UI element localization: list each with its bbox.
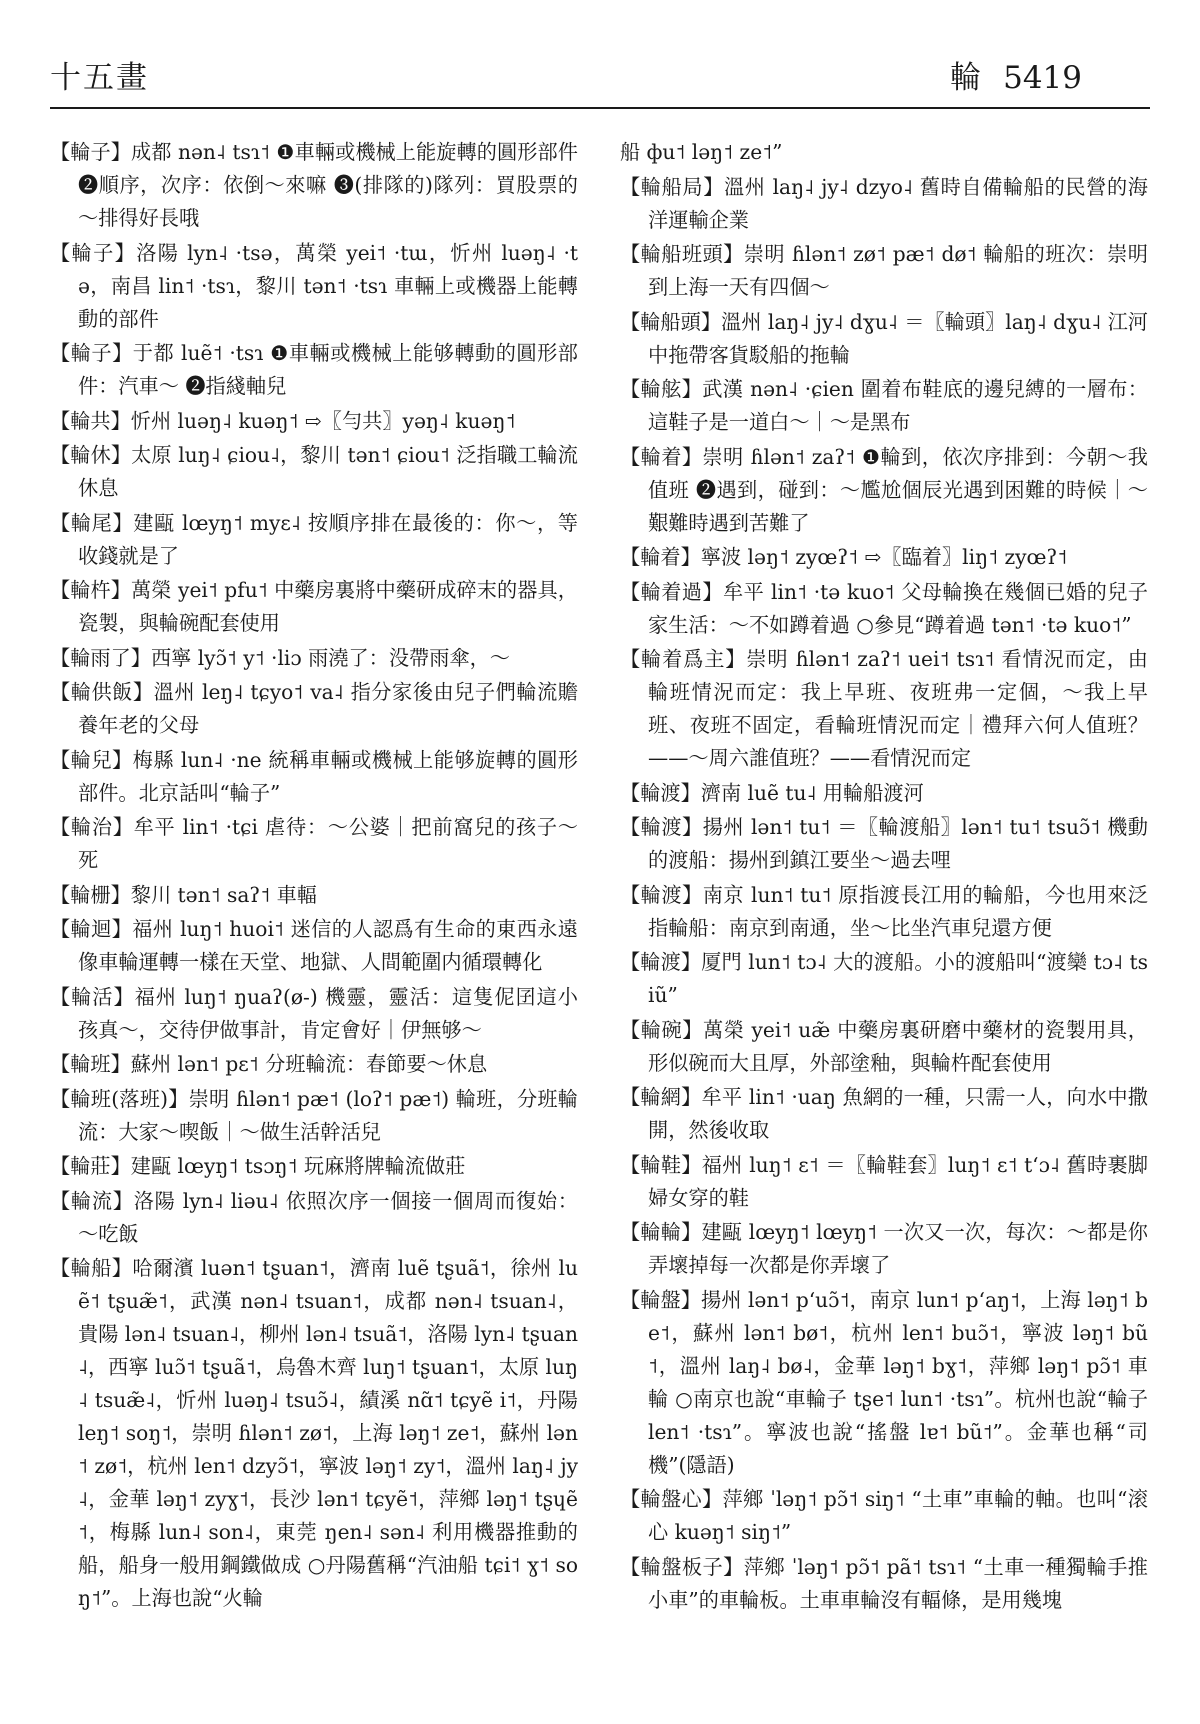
- dictionary-entry: 【輪流】洛陽 lyn˨ liəu˨ 依照次序一個接一個周而復始：～吃飯: [50, 1188, 578, 1246]
- dictionary-entry: 【輪供飯】溫州 leŋ˨ tɕyo˦ va˨ 指分家後由兒子們輪流贍養年老的父母: [50, 680, 578, 737]
- right-column: [620, 136, 1148, 1696]
- dictionary-entry: 【輪着】崇明 ɦlən˦ zaʔ˦ ❶輪到，依次序排到：今朝～我值班 ❷遇到，碰到：～尷尬個辰光遇到困難的時候｜～艱難時遇到苦難了: [620, 444, 1148, 535]
- dictionary-entry: 【輪班(落班)】崇明 ɦlən˦ pæ˦ (loʔ˦ pæ˦) 輪班，分班輪流：大家～喫飯｜～做生活幹活兒: [50, 1086, 578, 1144]
- dictionary-entry: 【輪休】太原 luŋ˨ ɕiou˨，黎川 tən˦ ɕiou˦ 泛指職工輪流休息: [50, 443, 578, 500]
- left-column: [50, 136, 578, 1696]
- dictionary-entry: 【輪舷】武漢 nən˨ ·ɕien 圍着布鞋底的邊兒縛的一層布：這鞋子是一道白～｜～是黑布: [620, 377, 1148, 434]
- dictionary-entry: 【輪船局】溫州 laŋ˨ jy˨ dzyo˨ 舊時自備輪船的民營的海洋運輸企業: [620, 174, 1148, 232]
- dictionary-entry: 【輪莊】建甌 lœyŋ˦ tsɔŋ˦ 玩麻將牌輪流做莊: [50, 1154, 466, 1178]
- dictionary-entry: 【輪子】于都 luẽ˦ ·tsɿ ❶車輛或機械上能够轉動的圓形部件：汽車～ ❷指綫軸兒: [50, 341, 578, 398]
- dictionary-entry: 【輪共】忻州 luəŋ˨ kuəŋ˦ ⇨〖勻共〗yəŋ˨ kuəŋ˦: [50, 408, 516, 433]
- section-title: 十五畫: [50, 60, 149, 96]
- dictionary-entry: 【輪栅】黎川 tən˦ saʔ˦ 車輻: [50, 882, 317, 907]
- dictionary-entry: 【輪鞋】福州 luŋ˦ ɛ˦ ＝〖輪鞋套〗luŋ˦ ɛ˦ tʻɔ˨ 舊時裹脚婦女穿的鞋: [620, 1152, 1148, 1210]
- page-number: 5419: [1003, 60, 1082, 96]
- dictionary-entry: 【輪渡】揚州 lən˦ tu˦ ＝〖輪渡船〗lən˦ tu˦ tsuɔ̃˦ 機動的渡船：揚州到鎮江要坐～過去哩: [620, 815, 1148, 872]
- dictionary-entry: 【輪迴】福州 luŋ˦ huoi˦ 迷信的人認爲有生命的東西永遠像車輪運轉一樣在天堂、地獄、人間範圍内循環轉化: [50, 917, 578, 974]
- dictionary-entry: 【輪船頭】溫州 laŋ˨ jy˨ dɣu˨ ＝〖輪頭〗laŋ˨ dɣu˨ 江河中拖帶客貨駁船的拖輪: [620, 309, 1148, 367]
- dictionary-entry: 【輪盤】揚州 lən˦ pʻuɔ̃˦，南京 lun˦ pʻaŋ˦，上海 ləŋ˦ be˦，蘇州 lən˦ bø˦，杭州 len˦ buɔ̃˦，寧波 ləŋ˦ bũ˦，溫州 laŋ˨ bø˨，金華 ləŋ˦ bɣ˦，萍鄉 ləŋ˦ pɔ̃˦ 車輪 ○南京也說“車輪子 tʂe˦ lun˦ ·tsɿ”。杭州也說“輪子 len˦ ·tsɿ”。寧波也說“搖盤 lɐ˦ bũ˦”。金華也稱“司機”(隱語): [620, 1287, 1148, 1477]
- running-head: [950, 52, 1082, 97]
- dictionary-entry: 【輪着爲主】崇明 ɦlən˦ zaʔ˦ uei˦ tsɿ˦ 看情況而定，由輪班情況而定：我上早班、夜班弗一定個，～我上早班、夜班不固定，看輪班情況而定｜禮拜六何人值班？——～周六誰值班？——看情況而定: [620, 647, 1148, 770]
- dictionary-entry: 【輪船】哈爾濱 luən˦ tʂuan˦，濟南 luẽ tʂuã˦，徐州 luẽ˦ tʂuæ̃˦，武漢 nən˨ tsuan˦，成都 nən˨ tsuan˨，貴陽 lən˨ tsuan˨，柳州 lən˨ tsuã˦，洛陽 lyn˨ tʂuan˨，西寧 luɔ̃˦ tʂuã˦，烏魯木齊 luŋ˦ tʂuan˦，太原 luŋ˨ tsuæ̃˨，忻州 luəŋ˨ tsuɔ̃˨，績溪 nɑ̃˦ tɕyẽ i˦，丹陽 leŋ˦ soŋ˦，崇明 ɦlən˦ zø˦，上海 ləŋ˦ ze˦，蘇州 lən˦ zø˦，杭州 len˦ dzyɔ̃˦，寧波 ləŋ˦ zy˦，溫州 laŋ˨ jy˨，金華 ləŋ˦ zyɣ˦，長沙 lən˦ tɕyẽ˦，萍鄉 ləŋ˦ tʂɥẽ˦，梅縣 lun˨ son˨，東莞 ŋen˨ sən˨ 利用機器推動的船，船身一般用鋼鐵做成 ○丹陽舊稱“汽油船 tɕi˦ ɣ˦ soŋ˦”。上海也說“火輪: [50, 1256, 578, 1610]
- dictionary-entry: 【輪船班頭】崇明 ɦlən˦ zø˦ pæ˦ dø˦ 輪船的班次：崇明到上海一天有四個～: [620, 242, 1148, 299]
- dictionary-entry: 船 фu˦ ləŋ˦ ze˦”: [620, 140, 783, 164]
- header-rule: [50, 107, 1150, 109]
- dictionary-entry: 【輪渡】厦門 lun˦ tɔ˨ 大的渡船。小的渡船叫“渡欒 tɔ˨ tsiũ”: [620, 950, 1148, 1007]
- dictionary-entry: 【輪着】寧波 ləŋ˦ zyœʔ˦ ⇨〖臨着〗liŋ˦ zyœʔ˦: [620, 545, 1068, 569]
- dictionary-entry: 【輪尾】建甌 lœyŋ˦ myɛ˨ 按順序排在最後的：你～，等收錢就是了: [50, 510, 578, 568]
- dictionary-entry: 【輪着過】牟平 lin˦ ·tə kuo˦ 父母輪換在幾個已婚的兒子家生活：～不如蹲着過 ○參見“蹲着過 tən˦ ·tə kuo˦”: [620, 579, 1148, 637]
- dictionary-entry: 【輪子】成都 nən˨ tsɿ˦ ❶車輛或機械上能旋轉的圓形部件 ❷順序，次序：依倒～來嘛 ❸(排隊的)隊列：買股票的～排得好長哦: [50, 140, 578, 230]
- dictionary-entry: 【輪輪】建甌 lœyŋ˦ lœyŋ˦ 一次又一次，每次：～都是你弄壞掉每一次都是你弄壞了: [620, 1220, 1148, 1277]
- dictionary-entry: 【輪渡】南京 lun˦ tu˦ 原指渡長江用的輪船，今也用來泛指輪船：南京到南通，坐～比坐汽車兒還方便: [620, 882, 1148, 940]
- dictionary-entry: 【輪渡】濟南 luẽ tu˨ 用輪船渡河: [620, 780, 924, 805]
- dictionary-entry: 【輪治】牟平 lin˦ ·tɕi 虐待：～公婆｜把前窩兒的孩子～死: [50, 815, 578, 872]
- dictionary-entry: 【輪雨了】西寧 lyɔ̃˦ y˦ ·liɔ 雨澆了：没帶雨傘，～: [50, 645, 510, 670]
- dictionary-entry: 【輪碗】萬榮 yei˦ uæ̃ 中藥房裏研磨中藥材的瓷製用具，形似碗而大且厚，外部塗釉，與輪杵配套使用: [620, 1017, 1148, 1075]
- dictionary-entry: 【輪班】蘇州 lən˦ pɛ˦ 分班輪流：春節要～休息: [50, 1052, 488, 1076]
- dictionary-entry: 【輪子】洛陽 lyn˨ ·tsə，萬榮 yei˦ ·tɯ，忻州 luəŋ˨ ·tə，南昌 lin˦ ·tsɿ，黎川 tən˦ ·tsɿ 車輛上或機器上能轉動的部件: [50, 240, 578, 331]
- dictionary-entry: 【輪兒】梅縣 lun˨ ·ne 統稱車輛或機械上能够旋轉的圓形部件。北京話叫“輪子”: [50, 747, 578, 805]
- dictionary-entry: 【輪活】福州 luŋ˦ ŋuaʔ(ø-) 機靈，靈活：這隻伲囝這小孩真～，交待伊做事計，肯定會好｜伊無够～: [50, 984, 578, 1042]
- dictionary-entry: 【輪網】牟平 lin˦ ·uaŋ 魚網的一種，只需一人，向水中撒開，然後收取: [620, 1085, 1148, 1142]
- dictionary-entry: 【輪杵】萬榮 yei˦ pfu˦ 中藥房裏將中藥研成碎末的器具，瓷製，與輪碗配套使用: [50, 578, 578, 635]
- dictionary-entry: 【輪盤心】萍鄉 ˈləŋ˦ pɔ̃˦ siŋ˦ “土車”車輪的軸。也叫“滚心 kuəŋ˦ siŋ˦”: [620, 1487, 1148, 1544]
- dictionary-entry: 【輪盤板子】萍鄉 ˈləŋ˦ pɔ̃˦ pã˦ tsɿ˦ “土車一種獨輪手推小車”的車輪板。土車車輪沒有輻條，是用幾塊: [620, 1554, 1148, 1612]
- head-character: 輪: [950, 60, 982, 96]
